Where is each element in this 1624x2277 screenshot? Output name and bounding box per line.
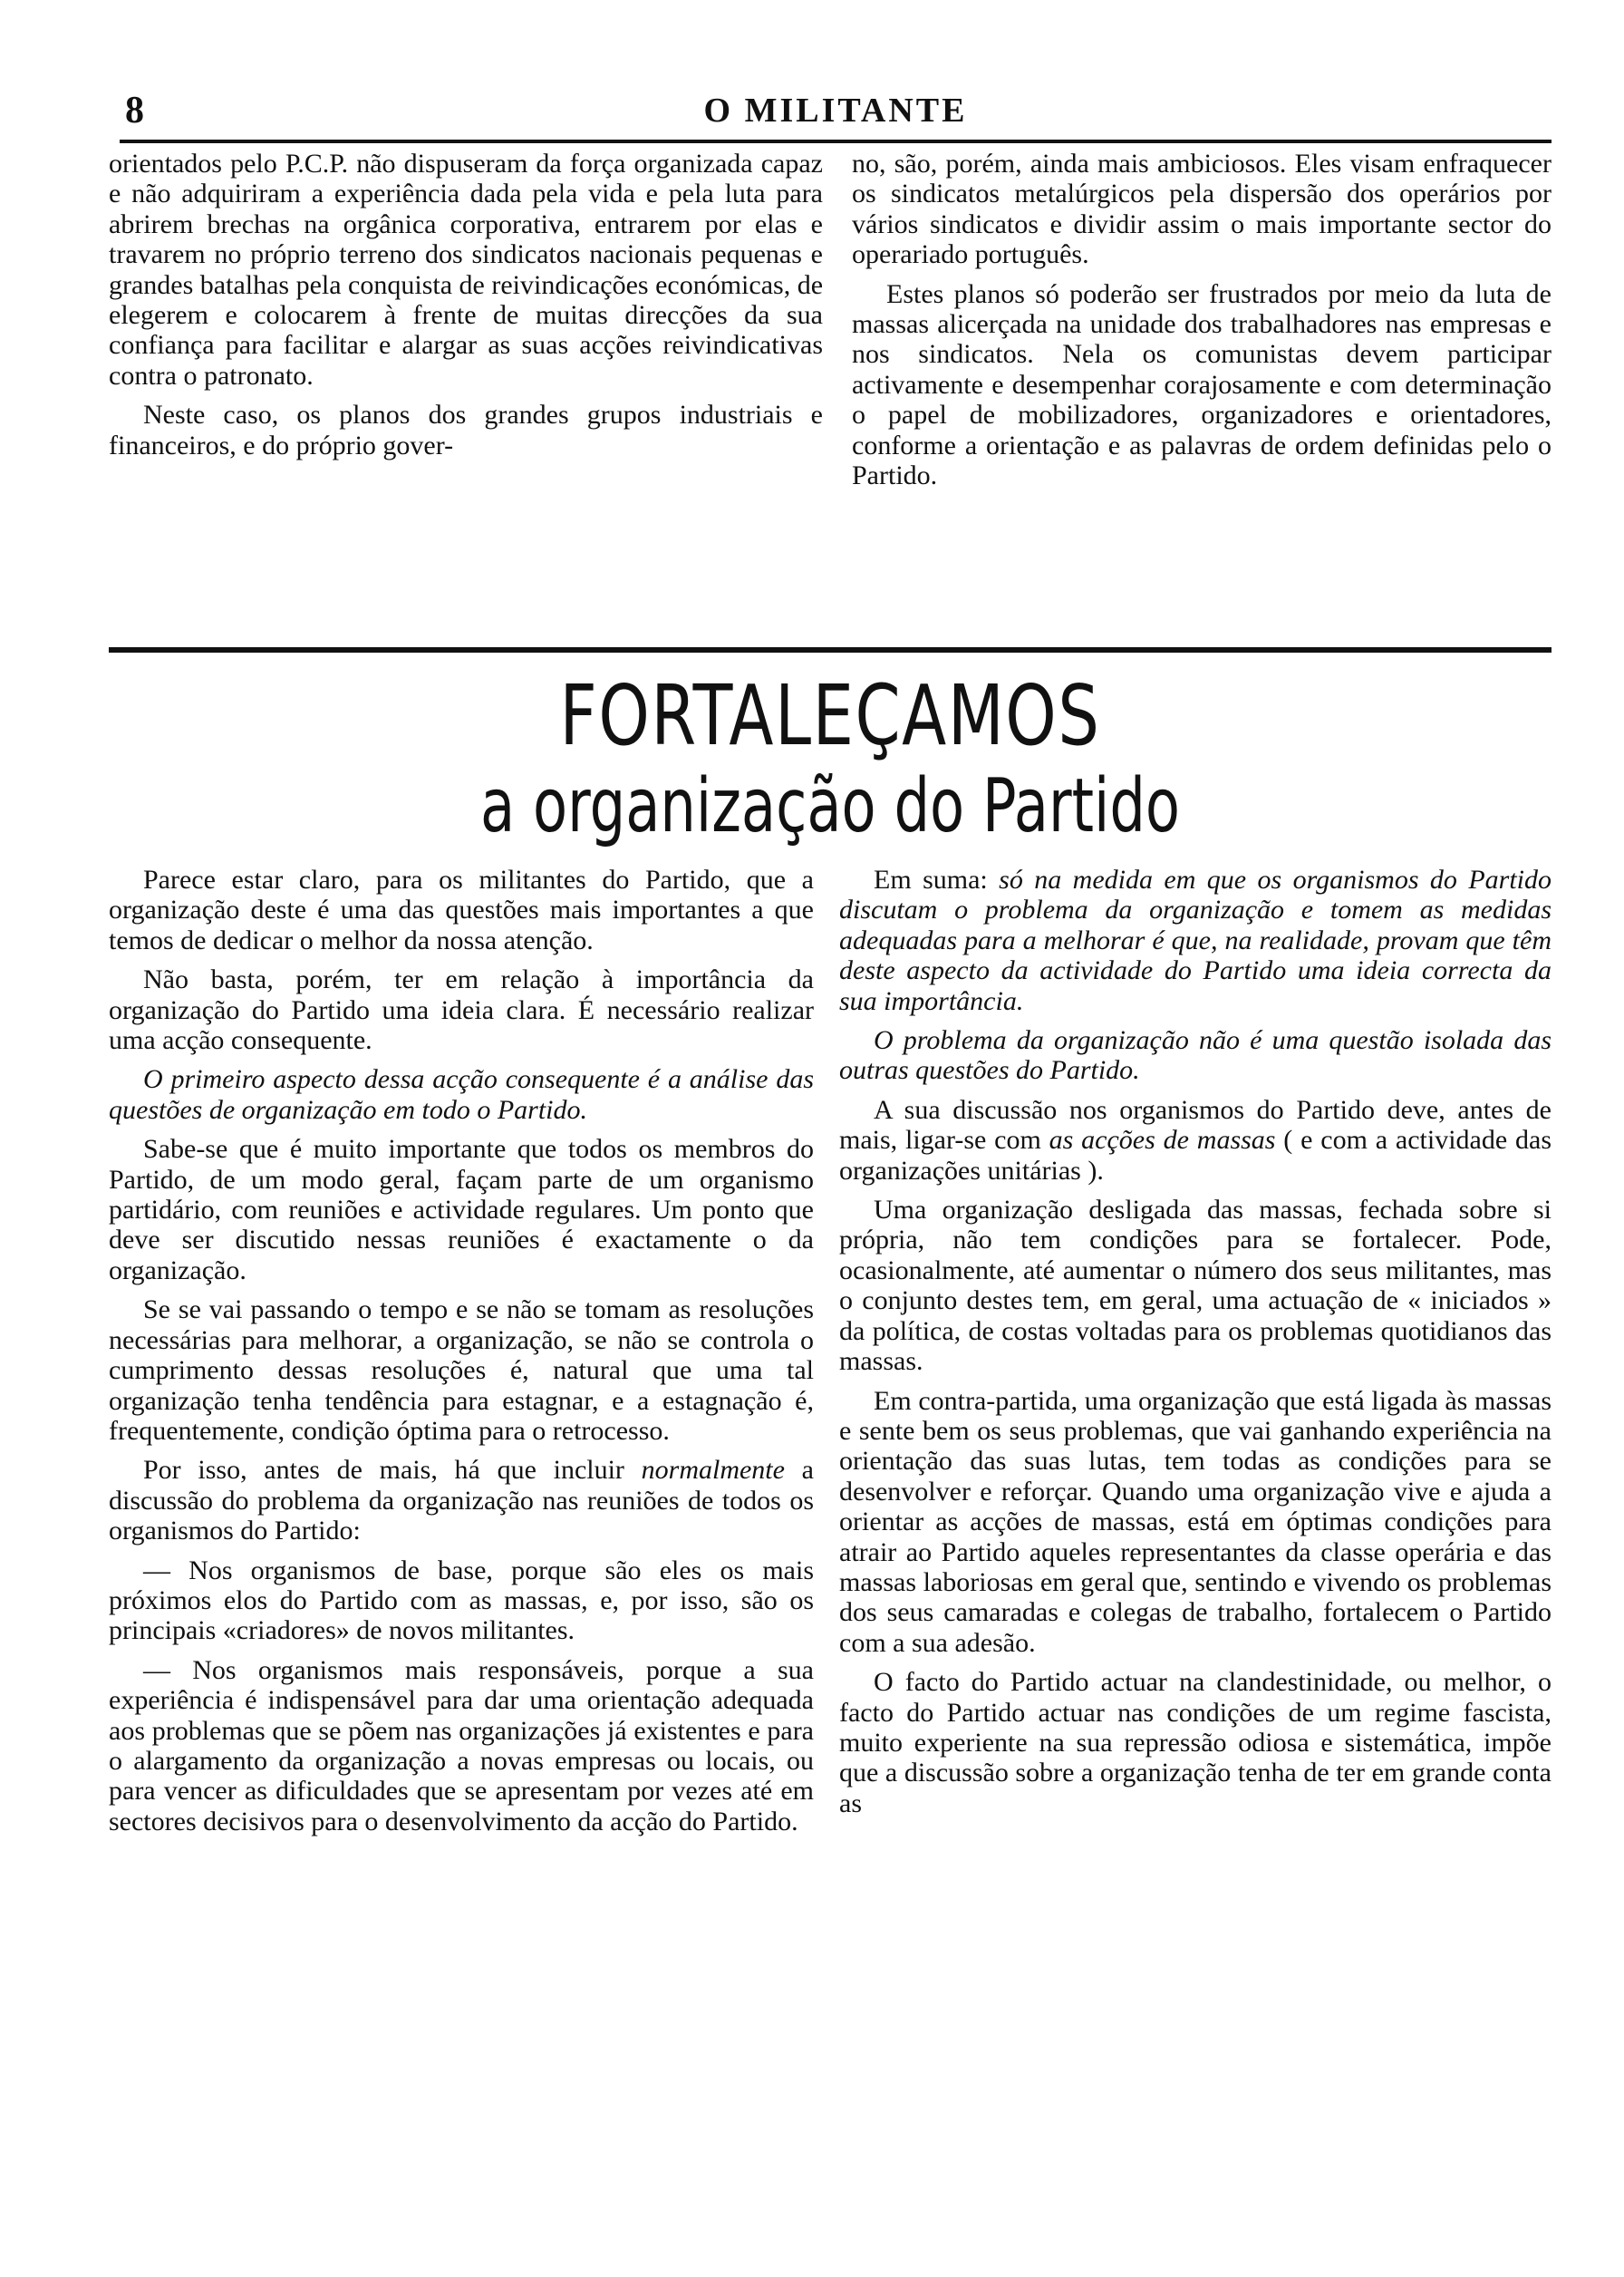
top-right-paragraph-1: no, são, porém, ainda mais ambiciosos. Eles visam enfraquecer os sindicatos metalúrgicos pela dispersão dos operários por vários sindicatos e dividir assim o mais importante sector do operariado português. [852, 149, 1552, 270]
article-right-paragraph-5: Em contra-partida, uma organização que está ligada às massas e sente bem os seus problemas, que vai ganhando experiência na orientação das suas lutas, tem todas as condições para se desenvolver e reforçar. Quando uma organização vive e ajuda a orientar as acções de massas, está em óptimas condições para atrair ao Partido aqueles representantes da classe operária e das massas laboriosas em geral que, sentindo e vivendo os problemas dos seus camaradas e colegas de trabalho, fortalecem o Partido com a sua adesão. [839, 1385, 1552, 1658]
r3-italic-text: as acções de massas [1049, 1125, 1276, 1156]
r3-text-after: ( e com a actividade das organizações unitárias ). [839, 1125, 1552, 1186]
section-divider [109, 647, 1552, 653]
article-right-paragraph-4: Uma organização desligada das massas, fechada sobre si própria, não tem condições para se fortalecer. Pode, ocasionalmente, até aumentar o número dos seus militantes, mas o conjunto destes tem, em geral, uma actuação de « iniciados » da política, de costas voltadas para os problemas quotidianos das massas. [839, 1195, 1552, 1377]
journal-title: O MILITANTE [703, 92, 968, 130]
p6-italic-word: normalmente [641, 1455, 785, 1486]
p6-text-before: Por isso, antes de mais, há que incluir [143, 1455, 642, 1486]
article-right-column [839, 865, 1552, 1827]
article-left-paragraph-2: Não basta, porém, ter em relação à importância da organização do Partido uma ideia clara. É necessário realizar uma acção consequente. [109, 964, 814, 1056]
article-headline [109, 667, 1552, 849]
r1-text-before: Em suma: [874, 865, 1000, 895]
article-left-paragraph-8: — Nos organismos mais responsáveis, porque a sua experiência é indispensável para dar uma orientação adequada aos problemas que se põem nas organizações já existentes e para o alargamento da organização a novas empresas ou locais, ou para vencer as dificuldades que se apresentam por vezes até em sectores decisivos para o desenvolvimento da acção do Partido. [109, 1654, 814, 1836]
top-right-paragraph-2: Estes planos só poderão ser frustrados por meio da luta de massas alicerçada na unidade dos trabalhadores nas empresas e nos sindicatos. Nela os comunistas devem participar activamente e desempenhar corajosamente e com determinação o papel de mobilizadores, organizadores e orientadores, conforme a orientação e as palavras de ordem definidas pelo o Partido. [852, 278, 1552, 491]
article-left-paragraph-7: — Nos organismos de base, porque são eles os mais próximos elos do Partido com as massas, e, por isso, são os principais «criadores» de novos militantes. [109, 1555, 814, 1646]
article-right-paragraph-6: O facto do Partido actuar na clandestinidade, ou melhor, o facto do Partido actuar nas condições de um regime fascista, muito experiente na sua repressão odiosa e sistemática, impõe que a discussão sobre a organização tenha de ter em grande conta as [839, 1667, 1552, 1818]
r1-italic-text: só na medida em que os organismos do Partido discutam o problema da organização e tomem as medidas adequadas para a melhorar é que, na realidade, provam que têm deste aspecto da actividade do Partido uma ideia correcta da sua importância. [839, 865, 1552, 1016]
article-left-paragraph-3: O primeiro aspecto dessa acção consequente é a análise das questões de organização em todo o Partido. [109, 1064, 814, 1125]
page-header [120, 83, 1552, 143]
article-left-paragraph-5: Se se vai passando o tempo e se não se tomam as resoluções necessárias para melhorar, a organização, se não se controla o cumprimento dessas resoluções é, natural que uma tal organização tenha tendência para estagnar, e a estagnação é, frequentemente, condição óptima para o retrocesso. [109, 1294, 814, 1446]
article-left-column [109, 865, 814, 1846]
article-left-paragraph-4: Sabe-se que é muito importante que todos os membros do Partido, de um modo geral, façam parte de um organismo partidário, com reuniões e actividade regulares. Um ponto que deve ser discutido nessas reuniões é exactamente o da organização. [109, 1134, 814, 1285]
top-article-right-column [852, 149, 1552, 499]
headline-title: FORTALEÇAMOS [559, 667, 1101, 764]
page-number: 8 [125, 90, 144, 131]
article-right-paragraph-3 [839, 1095, 1552, 1186]
article-left-paragraph-1: Parece estar claro, para os militantes do Partido, que a organização deste é uma das questões mais importantes a que temos de dedicar o melhor da nossa atenção. [109, 865, 814, 955]
r3-text-before: A sua discussão nos organismos do Partido deve, antes de mais, ligar-se com [839, 1094, 1552, 1156]
article-right-paragraph-2: O problema da organização não é uma questão isolada das outras questões do Partido. [839, 1025, 1552, 1086]
top-left-paragraph-2: Neste caso, os planos dos grandes grupos industriais e financeiros, e do próprio gover- [109, 400, 823, 460]
top-left-paragraph-1: orientados pelo P.C.P. não dispuseram da força organizada capaz e não adquiriram a experiência dada pela vida e pela luta para abrirem brechas na orgânica corporativa, entrarem por elas e travarem no próprio terreno dos sindicatos nacionais pequenas e grandes batalhas pela conquista de reivindicações económicas, de elegerem e colocarem à frente de muitas direcções da sua confiança para facilitar e alargar as suas acções reivindicativas contra o patronato. [109, 149, 824, 391]
p6-text-after: a discussão do problema da organização nas reuniões de todos os organismos do Partido: [109, 1455, 814, 1546]
headline-subtitle: a organização do Partido [479, 763, 1181, 849]
article-right-paragraph-1 [839, 865, 1552, 1016]
top-article-left-column [109, 149, 823, 470]
article-left-paragraph-6 [109, 1455, 814, 1545]
